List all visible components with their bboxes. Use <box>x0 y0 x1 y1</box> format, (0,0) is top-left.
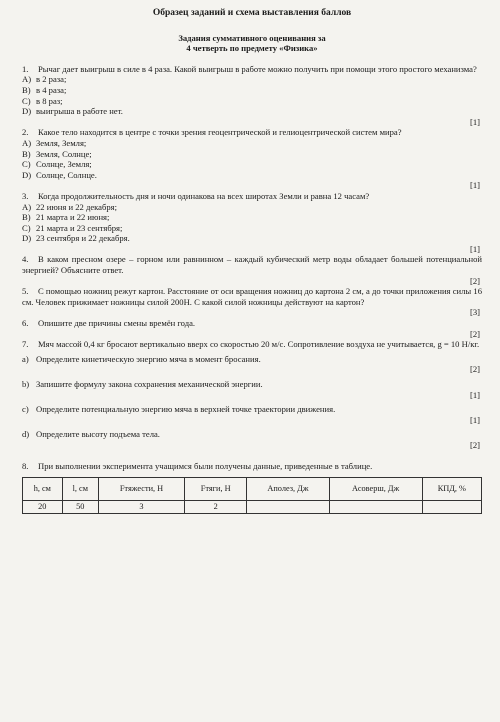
score-badge: [1] <box>469 116 480 127</box>
question-number: 2. <box>22 127 29 138</box>
table-header-row <box>23 478 482 501</box>
option-b: B) Земля, Солнце; <box>22 148 92 159</box>
table-cell: 50 <box>62 501 98 514</box>
option-d: D) 23 сентября и 22 декабря. <box>22 233 130 244</box>
subquestion-c: c) Определите потенциальную энергию мяча в верхней точке траектории движения. <box>22 404 336 415</box>
option-c: C) 21 марта и 23 сентября; <box>22 222 123 233</box>
option-b: B) в 4 раза; <box>22 84 67 95</box>
doc-subtitle-line-1: Задания суммативного оценивания за <box>178 32 326 43</box>
question-number: 4. <box>22 254 29 265</box>
question-text: В каком пресном озере – горном или равнинном – каждый кубический метр воды обладает большей потенциальной энергией? Объясните ответ. <box>22 254 482 276</box>
question-3 <box>22 191 482 255</box>
question-text: При выполнении эксперимента учащимся были получены данные, приведенные в таблице. <box>38 460 373 471</box>
doc-title: Образец заданий и схема выставления баллов <box>152 8 352 18</box>
table-cell <box>422 501 481 514</box>
doc-subtitle-line-2: 4 четверть по предмету «Физика» <box>186 43 318 54</box>
score-badge: [2] <box>469 439 480 450</box>
table-cell: 20 <box>23 501 63 514</box>
option-a: A) в 2 раза; <box>22 74 67 85</box>
table-header-cell: Асоверш, Дж <box>329 478 422 501</box>
option-a: A) Земля, Земля; <box>22 137 87 148</box>
question-1 <box>22 64 482 128</box>
score-badge: [2] <box>469 275 480 286</box>
table-row <box>23 501 482 514</box>
option-a: A) 22 июня и 22 декабря; <box>22 201 118 212</box>
question-8 <box>22 461 482 515</box>
question-text: Рычаг дает выигрыш в силе в 4 раза. Какой выигрыш в работе можно получить при помощи этого простого механизма? <box>38 63 477 74</box>
table-header-cell: l, см <box>62 478 98 501</box>
table-cell <box>247 501 329 514</box>
table-cell: 2 <box>185 501 247 514</box>
subquestion-d: d) Определите высоту подъема тела. <box>22 429 160 440</box>
question-2 <box>22 127 482 191</box>
score-badge: [1] <box>469 389 480 400</box>
score-badge: [1] <box>469 414 480 425</box>
question-5 <box>22 286 482 318</box>
table-header-cell: Fтяжести, Н <box>98 478 184 501</box>
option-d: D) Солнце, Солнце. <box>22 169 97 180</box>
option-d: D) выигрыша в работе нет. <box>22 106 123 117</box>
score-badge: [2] <box>469 328 480 339</box>
question-text: С помощью ножниц режут картон. Расстояние от оси вращения ножниц до картона 2 см, а до точки приложения силы 16 см. Человек прижимает ножницы силой 200Н. С какой силой ножницы действуют на картон? <box>22 286 482 307</box>
table-header-cell: h, см <box>23 478 63 501</box>
subquestion-b: b) Запишите формулу закона сохранения механической энергии. <box>22 379 263 389</box>
question-number: 5. <box>22 286 29 297</box>
subquestion-a: a) Определите кинетическую энергию мяча в момент бросания. <box>22 353 261 364</box>
question-text: Какое тело находится в центре с точки зрения геоцентрической и гелиоцентрической систем мира? <box>38 127 402 138</box>
table-header-cell: КПД, % <box>422 478 481 501</box>
option-c: C) в 8 раз; <box>22 95 63 106</box>
question-number: 6. <box>22 318 29 329</box>
question-number: 8. <box>22 460 29 471</box>
question-text: Когда продолжительность дня и ночи одинакова на всех широтах Земли и равна 12 часам? <box>38 190 370 201</box>
score-badge: [1] <box>469 243 480 254</box>
question-number: 3. <box>22 190 29 201</box>
question-number: 7. <box>22 339 29 350</box>
table-cell <box>329 501 422 514</box>
option-b: B) 21 марта и 22 июня; <box>22 212 110 223</box>
question-text: Опишите две причины смены времён года. <box>38 318 196 329</box>
table-header-cell: Аполез, Дж <box>247 478 329 501</box>
table-header-cell: Fтяги, Н <box>185 478 247 501</box>
question-7 <box>22 339 482 450</box>
data-table <box>22 477 482 514</box>
score-badge: [2] <box>469 364 480 375</box>
question-number: 1. <box>22 63 29 74</box>
score-badge: [3] <box>469 307 480 318</box>
option-c: C) Солнце, Земля; <box>22 159 92 170</box>
question-6 <box>22 318 482 339</box>
table-cell: 3 <box>98 501 184 514</box>
score-badge: [1] <box>469 180 480 191</box>
question-text: Мяч массой 0,4 кг бросают вертикально вверх со скоростью 20 м/с. Сопротивление воздуха не учитывается, g = 10 Н/кг. <box>38 339 480 350</box>
question-4 <box>22 254 482 286</box>
